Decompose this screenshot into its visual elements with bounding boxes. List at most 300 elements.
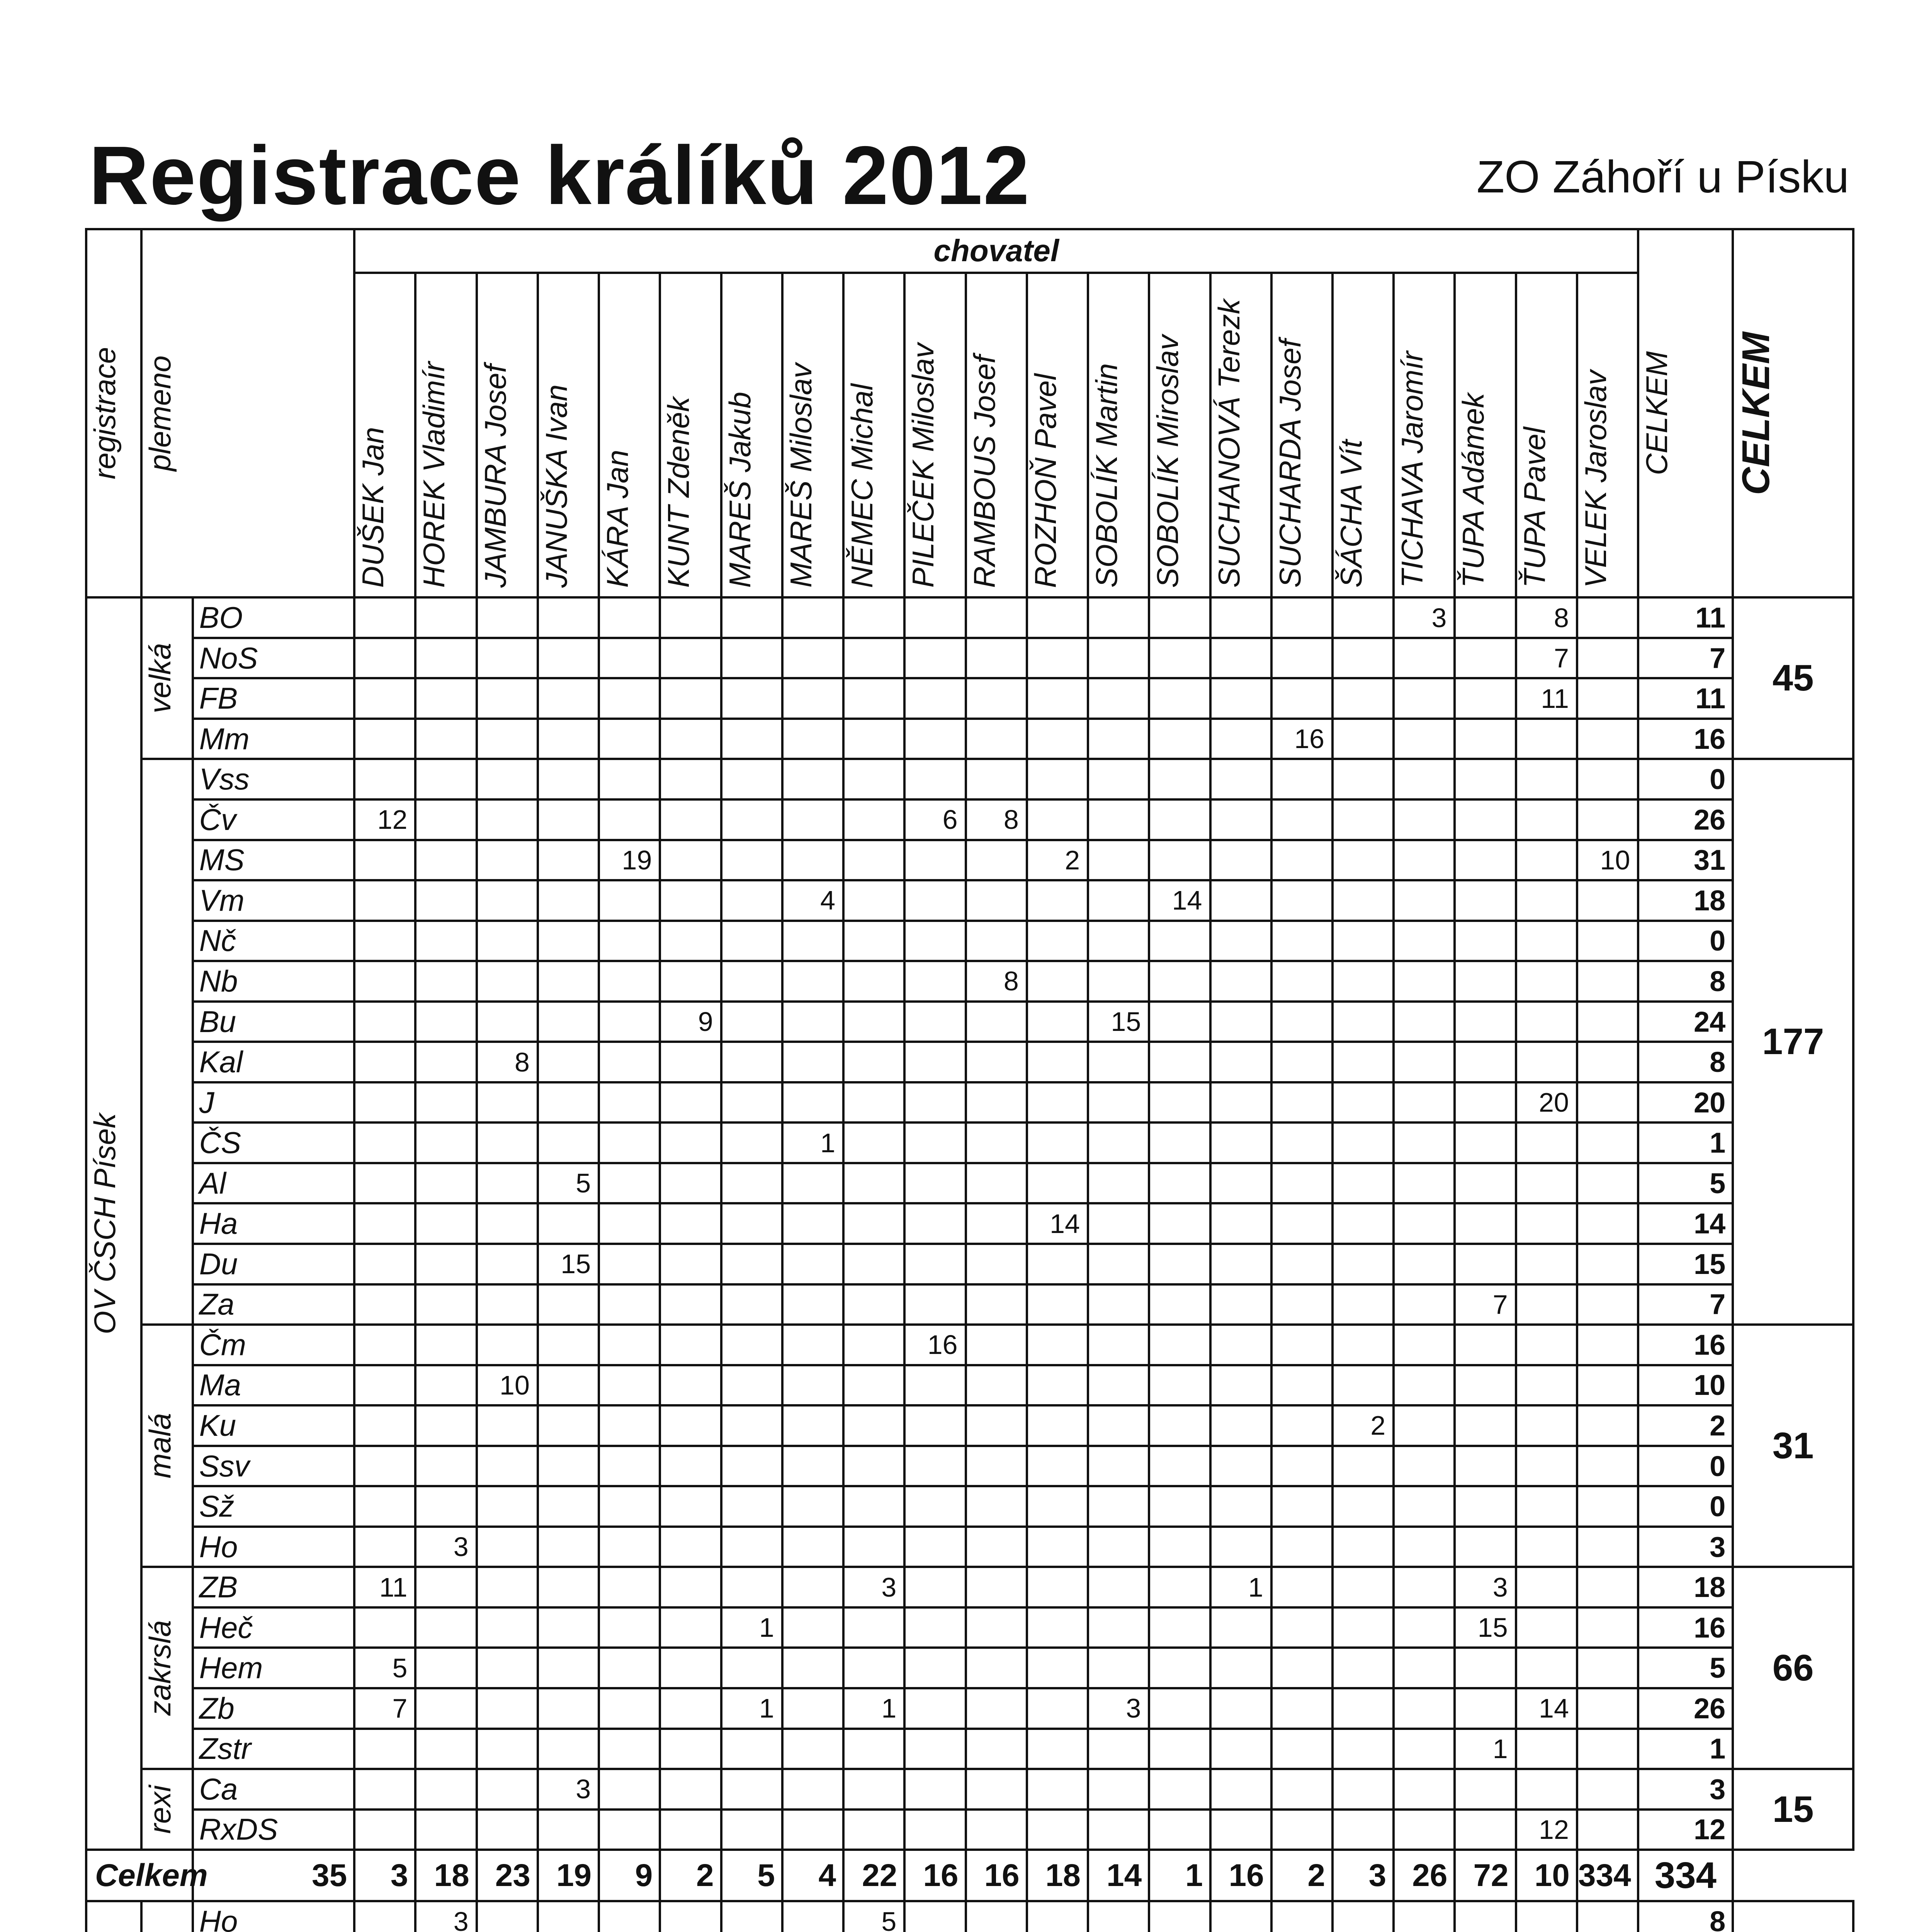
count-cell bbox=[721, 678, 782, 719]
count-cell bbox=[354, 1729, 415, 1769]
count-cell bbox=[1577, 638, 1638, 679]
count-cell bbox=[904, 1203, 965, 1244]
count-cell bbox=[721, 1244, 782, 1284]
breed-name: NoS bbox=[193, 638, 355, 679]
count-cell bbox=[477, 921, 538, 961]
count-cell bbox=[904, 759, 965, 799]
breeder-total: 35 bbox=[193, 1850, 355, 1901]
count-cell bbox=[660, 1163, 721, 1204]
count-cell bbox=[843, 1325, 904, 1365]
count-cell bbox=[1149, 1203, 1210, 1244]
count-cell bbox=[1271, 1042, 1333, 1082]
count-cell bbox=[477, 961, 538, 1002]
count-cell bbox=[599, 1002, 660, 1042]
count-cell bbox=[721, 1365, 782, 1406]
count-cell bbox=[415, 1688, 476, 1729]
count-cell bbox=[1394, 1607, 1455, 1648]
count-cell bbox=[660, 1607, 721, 1648]
count-cell bbox=[1149, 1122, 1210, 1163]
table-row bbox=[86, 1769, 1853, 1810]
count-cell bbox=[782, 597, 843, 638]
count-cell: 12 bbox=[1516, 1810, 1577, 1850]
count-cell bbox=[1149, 678, 1210, 719]
count-cell bbox=[904, 1365, 965, 1406]
count-cell bbox=[477, 1810, 538, 1850]
count-cell bbox=[966, 1203, 1027, 1244]
count-cell bbox=[538, 1527, 599, 1567]
count-cell bbox=[660, 1122, 721, 1163]
group-total: 334 bbox=[1638, 1850, 1733, 1901]
count-cell bbox=[415, 1002, 476, 1042]
count-cell: 5 bbox=[538, 1163, 599, 1204]
count-cell bbox=[1027, 1122, 1088, 1163]
count-cell bbox=[538, 1901, 599, 1932]
count-cell bbox=[721, 1325, 782, 1365]
count-cell bbox=[721, 1729, 782, 1769]
count-cell bbox=[843, 1769, 904, 1810]
count-cell bbox=[1271, 597, 1333, 638]
count-cell bbox=[354, 1901, 415, 1932]
breeder-name-cell bbox=[1333, 273, 1394, 598]
count-cell bbox=[538, 1648, 599, 1688]
count-cell bbox=[538, 638, 599, 679]
count-cell bbox=[1455, 921, 1516, 961]
table-row bbox=[86, 1729, 1853, 1769]
count-cell bbox=[1210, 880, 1271, 921]
count-cell bbox=[1210, 678, 1271, 719]
count-cell bbox=[1088, 597, 1149, 638]
breed-name: Du bbox=[193, 1244, 355, 1284]
count-cell bbox=[538, 1405, 599, 1446]
count-cell: 1 bbox=[1455, 1729, 1516, 1769]
row-total: 0 bbox=[1638, 1446, 1733, 1486]
count-cell bbox=[966, 1527, 1027, 1567]
count-cell bbox=[538, 1607, 599, 1648]
club-label-cell bbox=[141, 1901, 193, 1932]
count-cell bbox=[1210, 921, 1271, 961]
count-cell bbox=[599, 1901, 660, 1932]
count-cell bbox=[660, 1325, 721, 1365]
count-cell bbox=[1577, 1405, 1638, 1446]
count-cell bbox=[843, 719, 904, 759]
count-cell bbox=[1516, 961, 1577, 1002]
count-cell bbox=[415, 1607, 476, 1648]
count-cell bbox=[599, 1405, 660, 1446]
breeder-name-cell bbox=[1455, 273, 1516, 598]
count-cell bbox=[1577, 1446, 1638, 1486]
count-cell bbox=[599, 1527, 660, 1567]
count-cell bbox=[1027, 1648, 1088, 1688]
count-cell bbox=[1333, 840, 1394, 881]
group-label-cell bbox=[141, 1325, 193, 1567]
count-cell bbox=[1516, 1325, 1577, 1365]
count-cell bbox=[782, 1607, 843, 1648]
count-cell bbox=[1088, 1203, 1149, 1244]
count-cell bbox=[1149, 1527, 1210, 1567]
count-cell bbox=[354, 719, 415, 759]
count-cell bbox=[1210, 1082, 1271, 1123]
count-cell bbox=[782, 1810, 843, 1850]
table-row bbox=[86, 1607, 1853, 1648]
count-cell bbox=[782, 1901, 843, 1932]
table-row bbox=[86, 1405, 1853, 1446]
count-cell bbox=[904, 921, 965, 961]
count-cell bbox=[1149, 719, 1210, 759]
count-cell bbox=[477, 880, 538, 921]
count-cell bbox=[1455, 1446, 1516, 1486]
count-cell bbox=[782, 1042, 843, 1082]
count-cell bbox=[966, 1042, 1027, 1082]
count-cell bbox=[1516, 1527, 1577, 1567]
count-cell bbox=[1333, 1002, 1394, 1042]
count-cell bbox=[1455, 638, 1516, 679]
count-cell bbox=[1271, 1122, 1333, 1163]
count-cell bbox=[1333, 921, 1394, 961]
group-label: velká bbox=[143, 643, 177, 714]
breeder-name-cell bbox=[1088, 273, 1149, 598]
count-cell bbox=[966, 1810, 1027, 1850]
count-cell bbox=[1271, 799, 1333, 840]
count-cell bbox=[1271, 921, 1333, 961]
count-cell bbox=[477, 759, 538, 799]
count-cell bbox=[1271, 1244, 1333, 1284]
count-cell bbox=[354, 1769, 415, 1810]
count-cell bbox=[538, 921, 599, 961]
count-cell bbox=[1271, 1203, 1333, 1244]
count-cell bbox=[1516, 1365, 1577, 1406]
count-cell bbox=[1516, 1769, 1577, 1810]
group-total: 177 bbox=[1733, 759, 1853, 1325]
breed-name: Ca bbox=[193, 1769, 355, 1810]
count-cell bbox=[1088, 1325, 1149, 1365]
count-cell bbox=[660, 880, 721, 921]
table-row bbox=[86, 1648, 1853, 1688]
count-cell bbox=[1455, 1244, 1516, 1284]
count-cell bbox=[1271, 1688, 1333, 1729]
count-cell bbox=[1394, 1122, 1455, 1163]
count-cell bbox=[477, 1567, 538, 1607]
count-cell bbox=[843, 1729, 904, 1769]
count-cell bbox=[1027, 719, 1088, 759]
count-cell bbox=[538, 1082, 599, 1123]
count-cell bbox=[1577, 1244, 1638, 1284]
count-cell bbox=[1333, 1284, 1394, 1325]
count-cell bbox=[1455, 880, 1516, 921]
count-cell bbox=[1577, 678, 1638, 719]
count-cell bbox=[1027, 921, 1088, 961]
count-cell bbox=[538, 1729, 599, 1769]
count-cell bbox=[1271, 880, 1333, 921]
breed-name: Čm bbox=[193, 1325, 355, 1365]
count-cell bbox=[1027, 1244, 1088, 1284]
count-cell bbox=[477, 799, 538, 840]
breed-name: FB bbox=[193, 678, 355, 719]
count-cell bbox=[1149, 1365, 1210, 1406]
count-cell bbox=[1516, 1405, 1577, 1446]
count-cell bbox=[660, 1648, 721, 1688]
count-cell bbox=[660, 678, 721, 719]
count-cell bbox=[1088, 1042, 1149, 1082]
count-cell bbox=[966, 1688, 1027, 1729]
row-total: 26 bbox=[1638, 799, 1733, 840]
count-cell bbox=[966, 1607, 1027, 1648]
count-cell bbox=[1577, 1607, 1638, 1648]
count-cell bbox=[721, 759, 782, 799]
count-cell bbox=[966, 1405, 1027, 1446]
count-cell bbox=[354, 1082, 415, 1123]
count-cell bbox=[1333, 1527, 1394, 1567]
count-cell bbox=[660, 1082, 721, 1123]
count-cell bbox=[966, 1769, 1027, 1810]
count-cell bbox=[1577, 1486, 1638, 1527]
count-cell: 3 bbox=[538, 1769, 599, 1810]
count-cell bbox=[721, 1405, 782, 1446]
group-label: zakrslá bbox=[143, 1620, 177, 1716]
count-cell bbox=[1149, 961, 1210, 1002]
count-cell bbox=[1455, 1042, 1516, 1082]
count-cell bbox=[599, 1203, 660, 1244]
count-cell bbox=[1577, 1203, 1638, 1244]
count-cell bbox=[1088, 1244, 1149, 1284]
count-cell: 1 bbox=[782, 1122, 843, 1163]
count-cell bbox=[599, 1244, 660, 1284]
count-cell bbox=[1149, 759, 1210, 799]
count-cell bbox=[1027, 1901, 1088, 1932]
count-cell bbox=[966, 1365, 1027, 1406]
count-cell bbox=[1455, 1122, 1516, 1163]
count-cell bbox=[1577, 1002, 1638, 1042]
count-cell bbox=[660, 1446, 721, 1486]
table-row bbox=[86, 921, 1853, 961]
breeder-name: ŤUPA Pavel bbox=[1517, 427, 1552, 588]
table-row bbox=[86, 1325, 1853, 1365]
count-cell bbox=[660, 1203, 721, 1244]
row-total: 16 bbox=[1638, 719, 1733, 759]
count-cell bbox=[1394, 1648, 1455, 1688]
breeder-name-cell bbox=[721, 273, 782, 598]
count-cell: 7 bbox=[354, 1688, 415, 1729]
count-cell bbox=[1027, 1082, 1088, 1123]
count-cell bbox=[1027, 799, 1088, 840]
count-cell: 1 bbox=[843, 1688, 904, 1729]
table-row bbox=[86, 597, 1853, 638]
count-cell bbox=[1394, 1527, 1455, 1567]
count-cell bbox=[1394, 1244, 1455, 1284]
table-row bbox=[86, 1901, 1853, 1932]
count-cell bbox=[599, 799, 660, 840]
count-cell bbox=[1516, 1648, 1577, 1688]
count-cell bbox=[1455, 1527, 1516, 1567]
count-cell bbox=[538, 1325, 599, 1365]
count-cell: 14 bbox=[1027, 1203, 1088, 1244]
count-cell bbox=[415, 1648, 476, 1688]
count-cell bbox=[782, 1527, 843, 1567]
count-cell bbox=[538, 1203, 599, 1244]
count-cell bbox=[1333, 1769, 1394, 1810]
count-cell bbox=[782, 1486, 843, 1527]
count-cell bbox=[904, 1769, 965, 1810]
count-cell bbox=[354, 1002, 415, 1042]
count-cell bbox=[1088, 1810, 1149, 1850]
breed-name: MS bbox=[193, 840, 355, 881]
count-cell bbox=[721, 1203, 782, 1244]
row-total-header bbox=[1638, 229, 1733, 597]
count-cell bbox=[477, 1284, 538, 1325]
breeder-total: 23 bbox=[477, 1850, 538, 1901]
count-cell: 6 bbox=[904, 799, 965, 840]
count-cell bbox=[843, 961, 904, 1002]
count-cell bbox=[599, 961, 660, 1002]
count-cell bbox=[1455, 799, 1516, 840]
count-cell bbox=[721, 1810, 782, 1850]
count-cell bbox=[843, 1648, 904, 1688]
breed-name: Ma bbox=[193, 1365, 355, 1406]
count-cell bbox=[415, 880, 476, 921]
count-cell bbox=[1394, 840, 1455, 881]
count-cell bbox=[1027, 1729, 1088, 1769]
breeder-total: 16 bbox=[966, 1850, 1027, 1901]
table-row bbox=[86, 1567, 1853, 1607]
count-cell bbox=[1088, 1901, 1149, 1932]
count-cell bbox=[599, 1365, 660, 1406]
count-cell bbox=[1210, 1648, 1271, 1688]
count-cell bbox=[1149, 1729, 1210, 1769]
count-cell: 3 bbox=[1088, 1688, 1149, 1729]
count-cell bbox=[1027, 597, 1088, 638]
count-cell bbox=[660, 921, 721, 961]
count-cell bbox=[599, 1325, 660, 1365]
count-cell bbox=[843, 1042, 904, 1082]
count-cell bbox=[1088, 759, 1149, 799]
row-total-header-label: CELKEM bbox=[1640, 351, 1674, 476]
count-cell bbox=[1333, 1729, 1394, 1769]
count-cell bbox=[1333, 1365, 1394, 1406]
row-total: 15 bbox=[1638, 1244, 1733, 1284]
count-cell bbox=[1271, 638, 1333, 679]
count-cell bbox=[354, 597, 415, 638]
count-cell bbox=[538, 961, 599, 1002]
breed-name: Heč bbox=[193, 1607, 355, 1648]
count-cell bbox=[782, 1203, 843, 1244]
count-cell bbox=[1394, 1486, 1455, 1527]
count-cell bbox=[660, 799, 721, 840]
breeder-total: 4 bbox=[782, 1850, 843, 1901]
count-cell: 1 bbox=[721, 1607, 782, 1648]
row-total: 26 bbox=[1638, 1688, 1733, 1729]
breeder-name-cell bbox=[1210, 273, 1271, 598]
registration-table bbox=[85, 228, 1854, 1932]
count-cell bbox=[599, 921, 660, 961]
count-cell bbox=[1455, 1405, 1516, 1446]
count-cell bbox=[1210, 840, 1271, 881]
count-cell bbox=[415, 1203, 476, 1244]
count-cell bbox=[1149, 1325, 1210, 1365]
count-cell bbox=[1394, 1567, 1455, 1607]
count-cell bbox=[1271, 1284, 1333, 1325]
count-cell bbox=[1149, 597, 1210, 638]
count-cell bbox=[1455, 1810, 1516, 1850]
count-cell bbox=[1333, 1244, 1394, 1284]
row-total: 14 bbox=[1638, 1203, 1733, 1244]
count-cell bbox=[660, 961, 721, 1002]
count-cell bbox=[354, 1365, 415, 1406]
breeder-total: 9 bbox=[599, 1850, 660, 1901]
breeder-name: HOREK Vladimír bbox=[417, 362, 451, 588]
count-cell bbox=[1333, 1688, 1394, 1729]
count-cell bbox=[904, 961, 965, 1002]
count-cell bbox=[1027, 1284, 1088, 1325]
total-label: Celkem bbox=[86, 1850, 193, 1901]
count-cell bbox=[599, 1810, 660, 1850]
count-cell bbox=[1027, 1527, 1088, 1567]
count-cell bbox=[1394, 1901, 1455, 1932]
breeder-total: 2 bbox=[1271, 1850, 1333, 1901]
count-cell: 15 bbox=[1455, 1607, 1516, 1648]
count-cell bbox=[599, 759, 660, 799]
count-cell bbox=[721, 1122, 782, 1163]
count-cell bbox=[415, 921, 476, 961]
row-total: 11 bbox=[1638, 678, 1733, 719]
count-cell bbox=[1088, 921, 1149, 961]
count-cell bbox=[904, 1446, 965, 1486]
count-cell bbox=[1027, 1567, 1088, 1607]
breed-name: Ku bbox=[193, 1405, 355, 1446]
count-cell bbox=[782, 1163, 843, 1204]
count-cell bbox=[1271, 1325, 1333, 1365]
count-cell bbox=[1455, 1688, 1516, 1729]
breeder-name: RAMBOUS Josef bbox=[967, 355, 1001, 588]
breeder-total: 18 bbox=[1027, 1850, 1088, 1901]
count-cell bbox=[660, 840, 721, 881]
count-cell bbox=[1149, 799, 1210, 840]
count-cell bbox=[721, 961, 782, 1002]
count-cell bbox=[843, 759, 904, 799]
count-cell bbox=[966, 1002, 1027, 1042]
count-cell bbox=[1577, 1648, 1638, 1688]
count-cell bbox=[1210, 1688, 1271, 1729]
count-cell bbox=[1271, 1810, 1333, 1850]
count-cell bbox=[1088, 1163, 1149, 1204]
breed-name: Čv bbox=[193, 799, 355, 840]
count-cell bbox=[354, 1042, 415, 1082]
count-cell bbox=[599, 1769, 660, 1810]
breed-header-label: plemeno bbox=[143, 355, 177, 471]
breeder-name: KUNT Zdeněk bbox=[661, 397, 696, 588]
count-cell bbox=[1394, 1769, 1455, 1810]
breed-name: Vm bbox=[193, 880, 355, 921]
count-cell bbox=[538, 880, 599, 921]
breeder-name: PILEČEK Miloslav bbox=[906, 343, 940, 588]
count-cell bbox=[1210, 961, 1271, 1002]
count-cell bbox=[1271, 1002, 1333, 1042]
count-cell bbox=[1516, 840, 1577, 881]
count-cell bbox=[477, 840, 538, 881]
count-cell bbox=[782, 1244, 843, 1284]
breeder-total: 18 bbox=[415, 1850, 476, 1901]
breeder-name-cell bbox=[1149, 273, 1210, 598]
count-cell bbox=[1333, 759, 1394, 799]
count-cell bbox=[660, 1810, 721, 1850]
count-cell bbox=[1516, 1446, 1577, 1486]
breeder-total: 3 bbox=[354, 1850, 415, 1901]
count-cell: 3 bbox=[1394, 597, 1455, 638]
count-cell bbox=[1577, 1527, 1638, 1567]
count-cell bbox=[1455, 1163, 1516, 1204]
count-cell bbox=[1088, 1405, 1149, 1446]
breed-name: J bbox=[193, 1082, 355, 1123]
count-cell bbox=[1333, 1325, 1394, 1365]
breeder-name-cell bbox=[904, 273, 965, 598]
